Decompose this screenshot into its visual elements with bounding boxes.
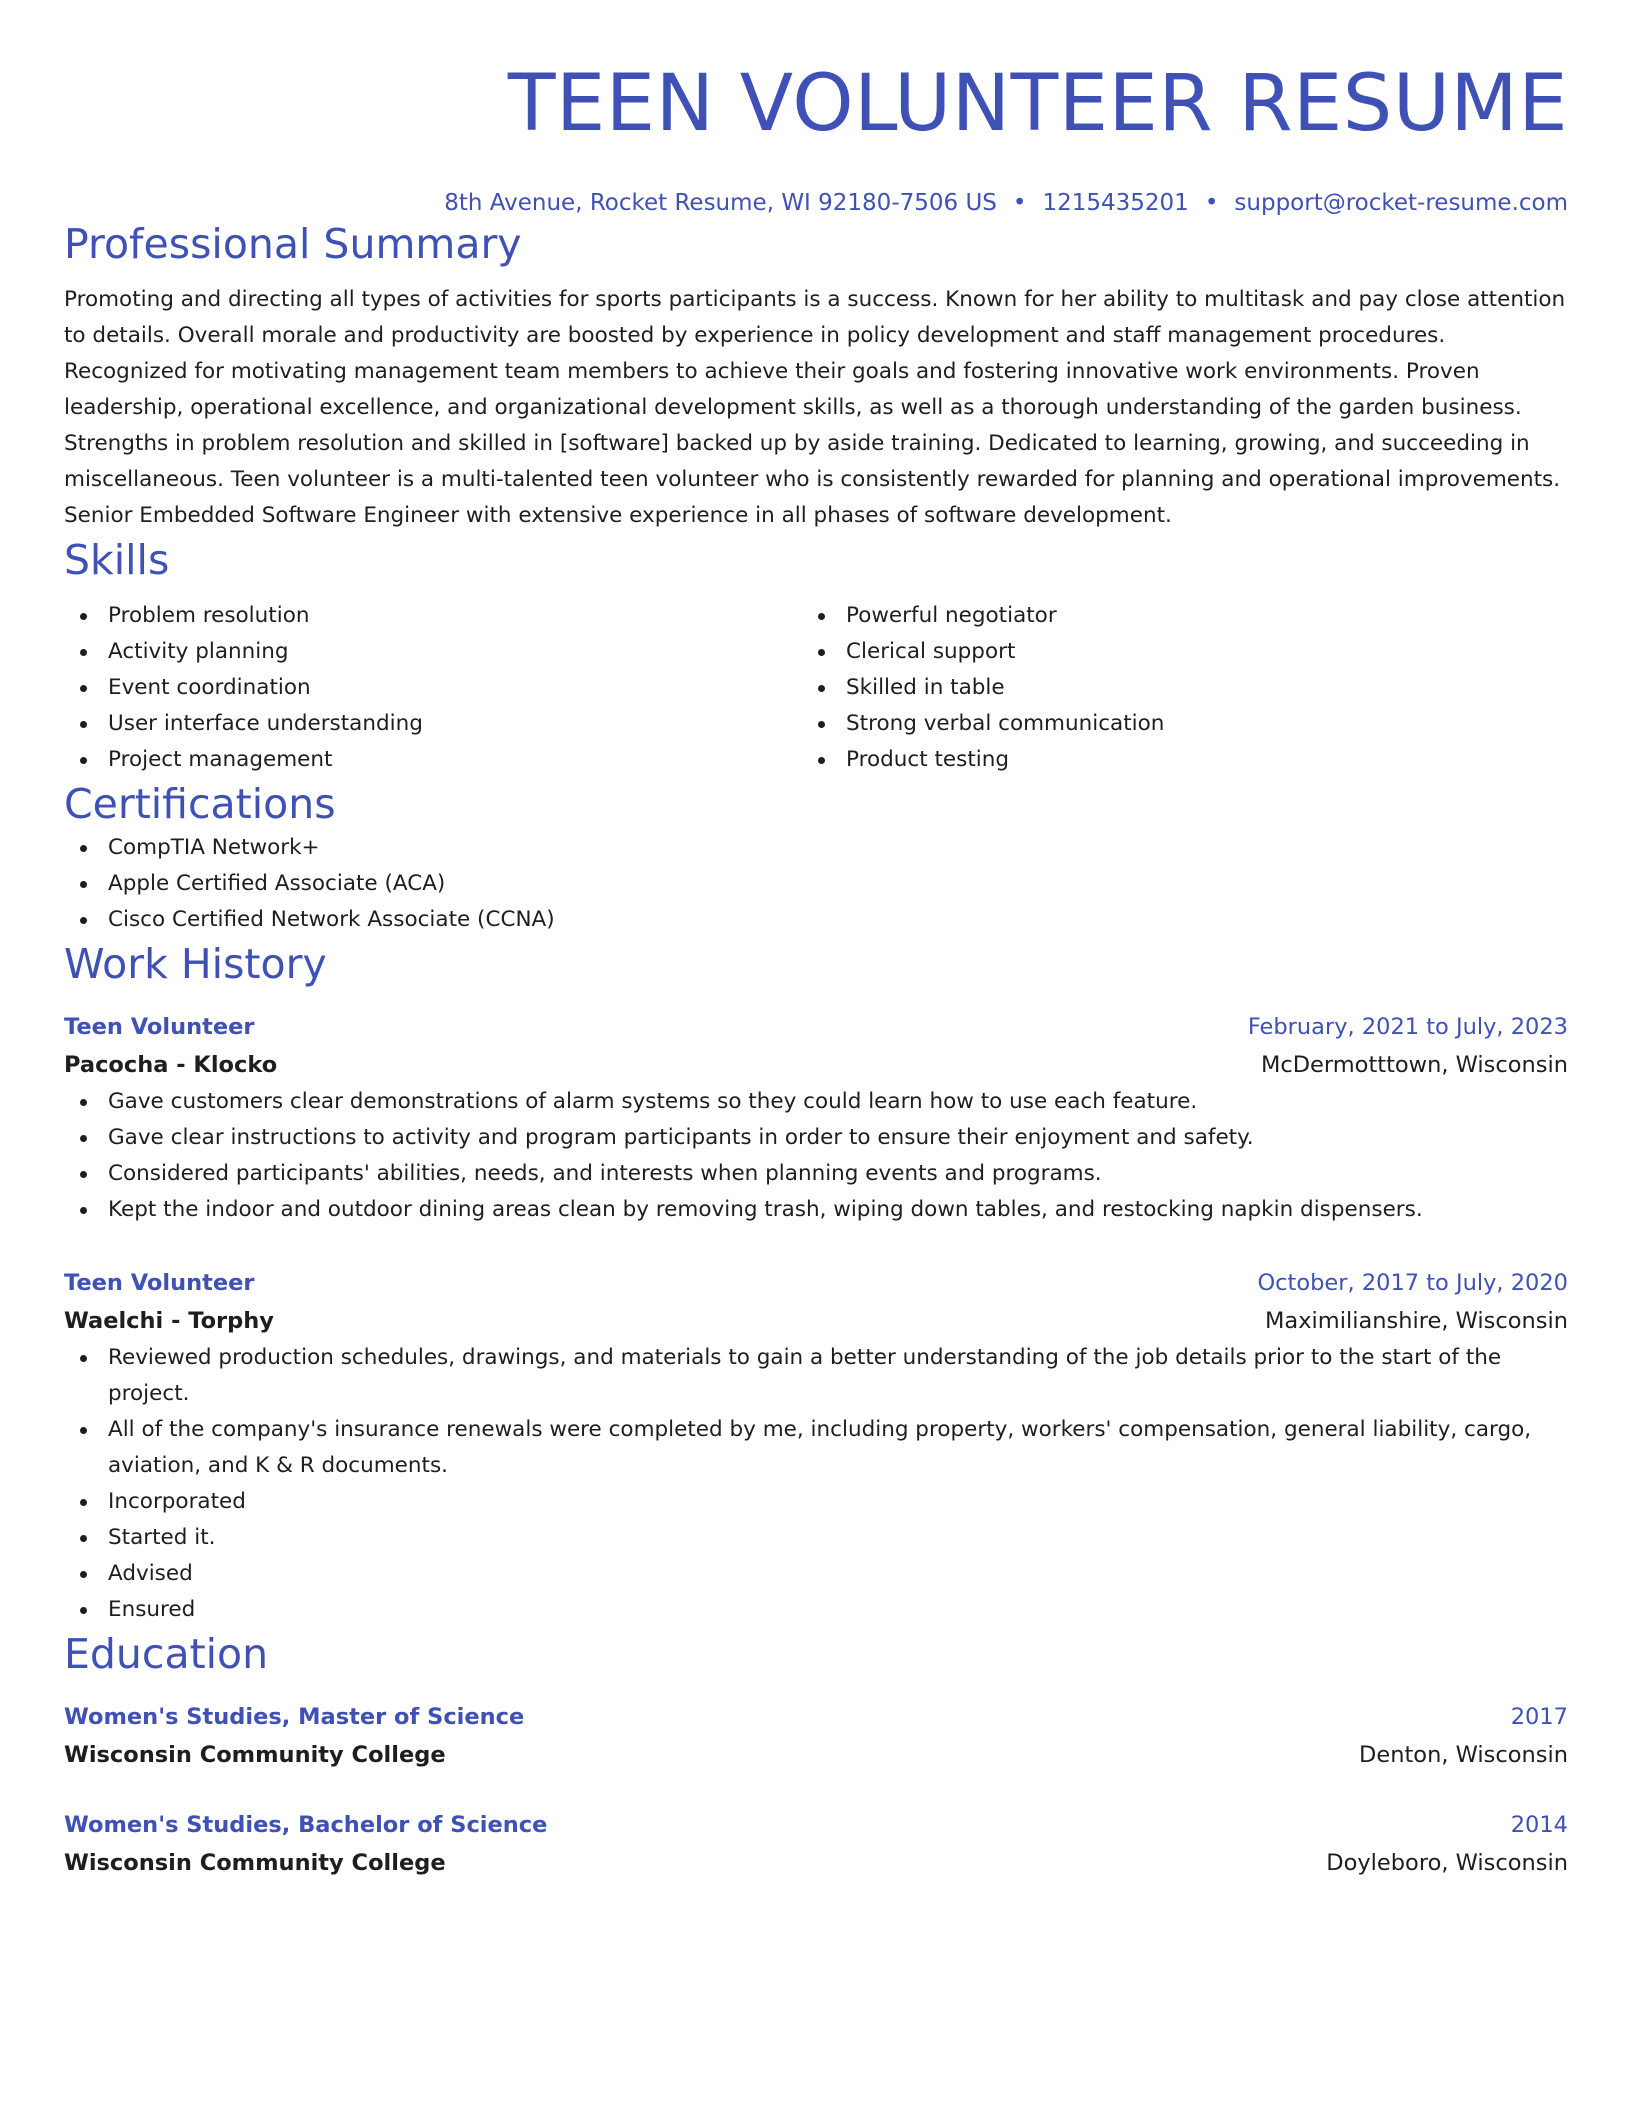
contact-email[interactable]: support@rocket-resume.com <box>1234 190 1568 216</box>
contact-address: 8th Avenue, Rocket Resume, WI 92180-7506 US <box>444 190 997 216</box>
skill-item: User interface understanding <box>64 706 802 742</box>
skills-column-right <box>802 598 1540 778</box>
certifications-heading: Certifications <box>64 780 336 828</box>
education-degree: Women's Studies, Bachelor of Science <box>64 1812 548 1838</box>
education-school: Wisconsin Community College <box>64 1850 446 1876</box>
job-bullet: Gave customers clear demonstrations of alarm systems so they could learn how to use each feature. <box>64 1084 1568 1120</box>
education-entry-1 <box>64 1698 1568 1774</box>
education-location: Denton, Wisconsin <box>1359 1742 1568 1768</box>
job-company-row <box>64 1046 1568 1084</box>
job-title: Teen Volunteer <box>64 1014 255 1040</box>
job-entry-1 <box>64 1008 1568 1228</box>
education-school-row <box>64 1736 1568 1774</box>
job-company: Pacocha - Klocko <box>64 1052 278 1078</box>
education-header-row <box>64 1806 1568 1844</box>
summary-heading: Professional Summary <box>64 220 522 268</box>
certification-item: Cisco Certified Network Associate (CCNA) <box>64 902 1568 938</box>
job-title: Teen Volunteer <box>64 1270 255 1296</box>
job-header-row <box>64 1008 1568 1046</box>
education-degree: Women's Studies, Master of Science <box>64 1704 525 1730</box>
skills-grid <box>64 598 1568 778</box>
education-school-row <box>64 1844 1568 1882</box>
job-bullet: Gave clear instructions to activity and program participants in order to ensure their enjoyment and safety. <box>64 1120 1568 1156</box>
skill-item: Clerical support <box>802 634 1540 670</box>
skills-list-right <box>802 598 1540 778</box>
job-bullet: Considered participants' abilities, needs, and interests when planning events and programs. <box>64 1156 1568 1192</box>
job-bullet: Kept the indoor and outdoor dining areas clean by removing trash, wiping down tables, and restocking napkin dispensers. <box>64 1192 1568 1228</box>
job-bullet: Ensured <box>64 1592 1568 1628</box>
skill-item: Problem resolution <box>64 598 802 634</box>
education-heading: Education <box>64 1630 269 1678</box>
resume-title: TEEN VOLUNTEER RESUME <box>507 59 1568 149</box>
skills-list-left <box>64 598 802 778</box>
education-school: Wisconsin Community College <box>64 1742 446 1768</box>
job-bullet: Reviewed production schedules, drawings, and materials to gain a better understanding of the job details prior to the start of the project. <box>64 1340 1568 1412</box>
skill-item: Skilled in table <box>802 670 1540 706</box>
skills-column-left <box>64 598 802 778</box>
contact-separator-1: • <box>1012 190 1027 216</box>
certification-item: Apple Certified Associate (ACA) <box>64 866 1568 902</box>
skill-item: Strong verbal communication <box>802 706 1540 742</box>
job-company-row <box>64 1302 1568 1340</box>
job-location: Maximilianshire, Wisconsin <box>1265 1308 1568 1334</box>
skill-item: Product testing <box>802 742 1540 778</box>
work-history-heading: Work History <box>64 940 327 988</box>
certifications-list <box>64 830 1568 938</box>
education-location: Doyleboro, Wisconsin <box>1326 1850 1568 1876</box>
education-entry-2 <box>64 1806 1568 1882</box>
skill-item: Project management <box>64 742 802 778</box>
job-header-row <box>64 1264 1568 1302</box>
contact-line <box>64 188 1568 218</box>
contact-phone: 1215435201 <box>1042 190 1189 216</box>
job-entry-2 <box>64 1264 1568 1628</box>
job-bullets <box>64 1084 1568 1228</box>
education-year: 2017 <box>1510 1704 1568 1730</box>
job-bullet: All of the company's insurance renewals were completed by me, including property, workers' compensation, general liability, cargo, aviation, and K & R documents. <box>64 1412 1568 1484</box>
skill-item: Powerful negotiator <box>802 598 1540 634</box>
job-dates: October, 2017 to July, 2020 <box>1257 1270 1568 1296</box>
skills-heading: Skills <box>64 536 170 584</box>
job-location: McDermotttown, Wisconsin <box>1260 1052 1568 1078</box>
job-company: Waelchi - Torphy <box>64 1308 274 1334</box>
job-bullet: Started it. <box>64 1520 1568 1556</box>
contact-separator-2: • <box>1204 190 1219 216</box>
job-bullet: Advised <box>64 1556 1568 1592</box>
education-year: 2014 <box>1510 1812 1568 1838</box>
job-bullets <box>64 1340 1568 1628</box>
education-header-row <box>64 1698 1568 1736</box>
summary-text: Promoting and directing all types of activities for sports participants is a success. Known for her ability to multitask and pay close attention to details. Overall morale and productivity are boosted by experience in policy development and staff management procedures. Recognized for motivating management team members to achieve their goals and fostering innovative work environments. Proven leadership, operational excellence, and organizational development skills, as well as a thorough understanding of the garden business. Strengths in problem resolution and skilled in [software] backed up by aside training. Dedicated to learning, growing, and succeeding in miscellaneous. Teen volunteer is a multi-talented teen volunteer who is consistently rewarded for planning and operational improvements. Senior Embedded Software Engineer with extensive experience in all phases of software development. <box>64 287 1566 528</box>
skill-item: Activity planning <box>64 634 802 670</box>
job-bullet: Incorporated <box>64 1484 1568 1520</box>
certification-item: CompTIA Network+ <box>64 830 1568 866</box>
skill-item: Event coordination <box>64 670 802 706</box>
job-dates: February, 2021 to July, 2023 <box>1247 1014 1568 1040</box>
